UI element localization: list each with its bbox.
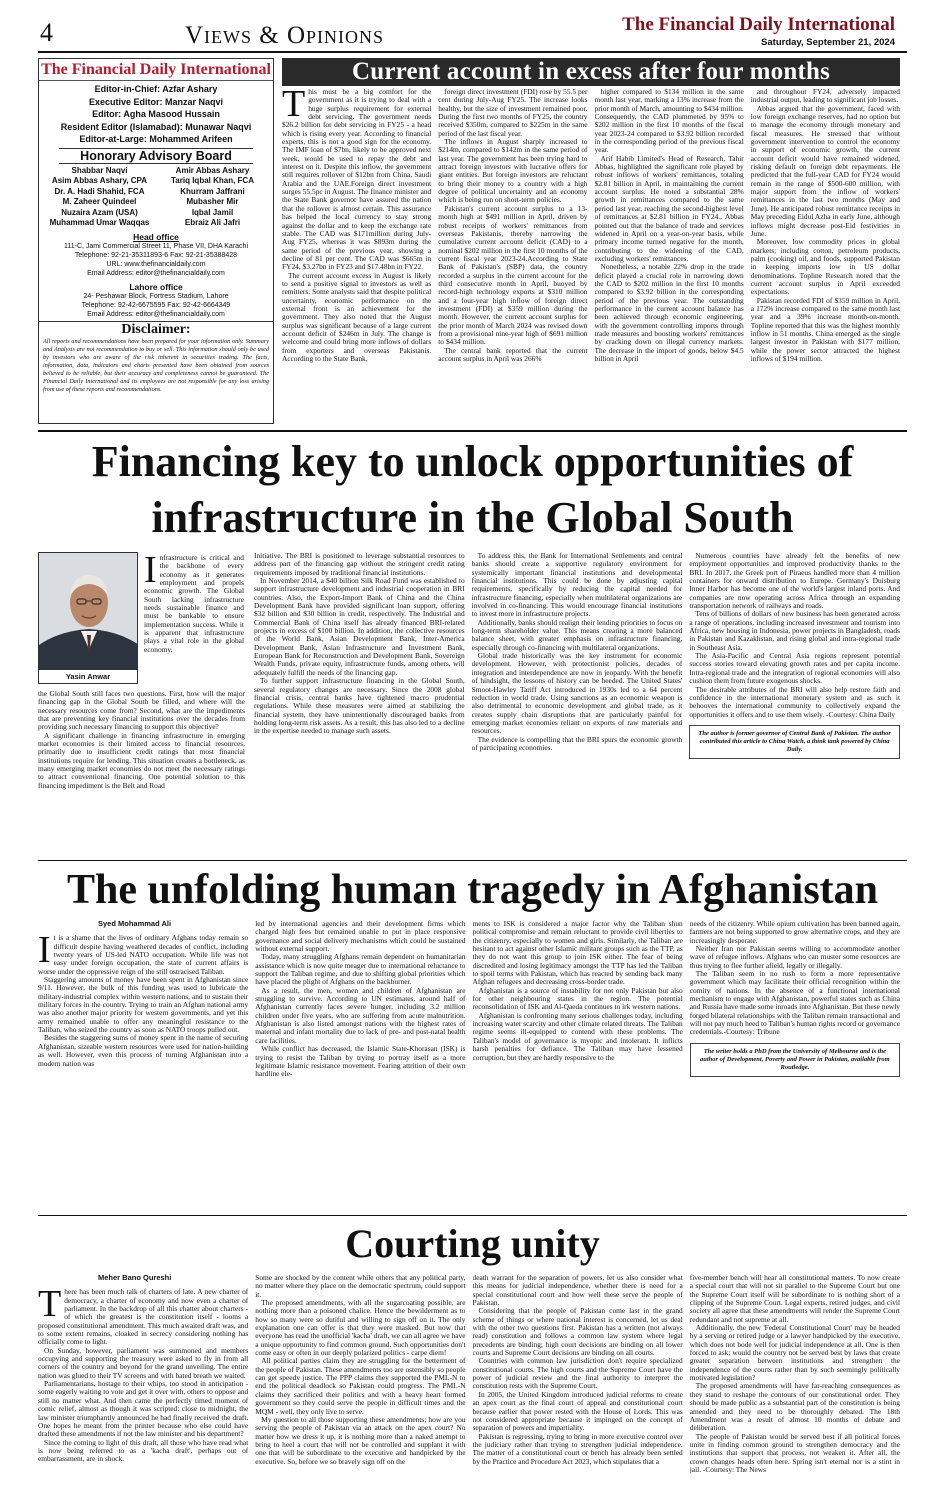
paragraph: To further support infrastructure financing in the Global South, several regulatory changes are necessary. Since the 2008 global financial crisis, central banks have tightened macro prudential regulations. While these measures were aimed at stabilizing the financial system, they have unintentionally discouraged banks from holding long-term risk assets. As a result, this has also led to a decline in the expertise needed to manage such assets. [254, 676, 465, 736]
paragraph: Infrastructure is critical and the backbone of every economy as it generates employment and propels economic growth. The Global South lacking infrastructure needs sustainable finance and must be bankable to ensure implementation success. While it is apparent that infrastructure plays a vital role in the global economy, [144, 554, 244, 654]
paragraph: Some are shocked by the content while others that any political party, no matter where they place on the democratic spectrum, could support it. [255, 1274, 466, 1299]
article-3-column [473, 920, 683, 1212]
paragraph: My question to all those supporting these amendments; how are you serving the people of Pakistan via an attack on the apex court? No matter how we dress it up, it is nothing more than a naked attempt to bring to heel a court that will not be controlled and supplant it with one that will be subordinate to the executive and handpicked by the executive. So, before we so bravely sign off on the [255, 1414, 466, 1466]
drop-cap: T [38, 1283, 62, 1326]
masthead-rule [38, 51, 907, 53]
article-3-headline[interactable]: The unfolding human tragedy in Afghanistan [66, 867, 879, 913]
advisory-board-left [43, 166, 156, 228]
paragraph: The people of Pakistan would be served best if all political forces unite in finding common ground to strengthen democracy and the institutions that support that process, not weaken it. After all, the crown changes heads often here. Spring isn't eternal nor is a stint in jail. -Courtesy: The News [689, 1431, 900, 1474]
staff-line: Editor-at-Large: Mohammed Arifeen [79, 134, 233, 145]
paragraph: In November 2014, a $40 billion Silk Road Fund was established to support infrastructure development and industrial cooperation in BRI countries. Also, the Export-Import Bank of China and the China Development Bank have provided significant loan support, offering $32 billion and $30 billion in credit, respectively. The Industrial and Commercial Bank of China itself has already financed BRI-related projects in excess of $100 billion. In addition, the collective resources of the World Bank, Asian Development Bank, Inter-America Development Bank, Asian Infrastructure and Investment Bank, European Bank for Reconstruction and Development Bank, Sovereign Wealth Funds, private equity, infrastructure funds, among others, will adequately fulfill the needs of the financing gap. [254, 576, 465, 677]
board-member: Khurram Jaffrani [180, 186, 245, 196]
paragraph: There has been much talk of charters of late. A new charter of democracy, a charter of economy and now even a charter of parliament. In the backdrop of all this chatter about charters - of which the greatest is the constitution itself - looms a proposed constitutional amendment. This much awaited draft was, and to some extent remains, cloaked in secrecy considering nothing has officially come to light. [38, 1283, 249, 1347]
paragraph: higher compared to $134 million in the same month last year, marking a 13% increase from the prior month of March, amounting to $434 million. Consequently, the CAD plummeted by 95% to $202 million in the first 10 months of the fiscal year 2023-24 compared to $3.92 billion recorded in the corresponding period of the previous fiscal year. [594, 88, 744, 155]
article-4-headline[interactable]: Courting unity [345, 1221, 600, 1266]
paragraph: While conflict has decreased, the Islamic State-Khorasan (ISK) is trying to resist the Taliban by trying to portray itself as a more legitimate Islamic resistance movement. Fearing attrition of their own hardline ele- [255, 1044, 466, 1079]
board-member: Dr. A. Hadi Shahid, FCA [54, 186, 145, 196]
paragraph: Additionally, banks should realign their lending priorities to focus on long-term shareholder value. This means creating a more balanced balance sheet, with greater emphasis on infrastructure financing, especially through co-financing with multilateral organizations. [471, 617, 683, 652]
page-number: 4 [40, 18, 53, 47]
paragraph: The Asia-Pacific and Central Asia regions represent potential success stories toward elevating growth rates and per capita income. Intra-regional trade and the integration of regional economies will also cushion them from future exogenous shocks. [689, 651, 901, 686]
article-1-column [282, 88, 431, 426]
paragraph: A significant challenge in financing infrastructure in emerging market economies is their limited access to financial resources, primarily due to insufficient credit ratings that most financial institutions require for lending. This situation creates a bottleneck, as many emerging market economies do not meet the necessary ratings to attract conventional financing. One potential solution to this financing impediment is the Belt and Road [38, 730, 245, 790]
head-office-title: Head office [133, 232, 179, 243]
section-title: Views & Opinions [185, 22, 385, 49]
paragraph: The central bank reported that the current account surplus in April was 266% [438, 345, 588, 363]
author-photo [38, 552, 138, 684]
paragraph: ments to ISK is considered a major factor why the Taliban shun political compromise and remain reluctant to provide civil liberties to the citizenry, especially to women and girls. Similarly, the Taliban are hesitant to act against other Islamic militant groups such as the TTP, as they do not want this group to join ISK either. The fear of being discredited and losing legitimacy amongst the TTP has led the Taliban to spoil terms with Pakistan, which has reacted by sending back many Afghan refugees and decreasing cross-border trade. [472, 920, 683, 987]
article-2-column [144, 554, 244, 654]
article-2-column [472, 552, 683, 852]
paragraph: Staggering amounts of money have been spent in Afghanistan since 9/11. However, the bulk of this funding was used to lubricate the military-industrial complex within western nations, and to sustain their military forces in the country. Trying to train an Afghan national army was also another major priority for western governments, and yet this army remained unable to offer any meaningful resistance to the Taliban, who seized the country as soon as NATO troops pulled out. [38, 975, 249, 1035]
author-credit-box: The author is former governor of Central Bank of Pakistan. The author contributed this article to China Watch, a think tank powered by China Daily. [689, 725, 900, 759]
article-2-column [254, 552, 465, 852]
paragraph: Tens of billions of dollars of new business has been generated across a range of operations, including increased investment and tourism into Africa, new housing in Indonesia, power projects in Bangladesh, roads in Pakistan and Kazakhstan, and rising global and intra-regional trade in Southeast Asia. [689, 609, 901, 652]
board-member: Muhammad Umar Waqqas [49, 218, 150, 227]
article-4-column [38, 1274, 248, 1480]
lahore-office-phone: Telephone: 92-42-6675595 Fax: 92-42-6664349 [81, 302, 231, 310]
board-member: Iqbal Jamil [191, 207, 234, 217]
drop-cap: T [282, 88, 306, 125]
article-3-column [255, 920, 465, 1212]
paragraph: and throughout FY24, adversely impacted industrial output, leading to significant job losses. [750, 88, 900, 105]
board-member: Ebraiz Ali Jafri [184, 218, 241, 227]
paragraph: This must be a big comfort for the government as it is trying to deal with a huge surplus requirement for external debt servicing. The government needs $26.2 billion for debt servicing in FY25 - a head which is rising every year. According to financial experts, this is not a good sign for the economy. The IMF loan of $7bn, likely to be approved next week, would be used to repay the debt and interest on it. Despite this inflow, the government still requires rollover of $12bn from China, Saudi Arabia and the UAE.Foreign direct investment surges 55.5pc in August. The finance minister and the State Bank governor have assured the nation that the rollover is almost certain. This assurance has helped the local currency to stay strong against the dollar and to keep the exchange rate stable. The CAD was $171million during July-Aug FY25, whereas it was $893m during the same period of the previous year, showing a decline of 81 per cent. The CAD was $665m in FY24, $3.27bn in FY23 and $17.48bn in FY22. [282, 88, 432, 272]
board-member: Shabbar Naqvi [71, 165, 128, 175]
advisory-board [39, 166, 273, 228]
paragraph: needs of the citizenry. While opium cultivation has been banned again, farmers are not being supported to grow alternative crops, and they are increasingly desperate. [689, 920, 900, 945]
article-4-column [255, 1274, 465, 1480]
board-member: M. Zaheer Quindeel [62, 197, 137, 207]
paragraph: death warrant for the separation of powers, let us also consider what this means for judicial independence, whether there is need for a special constitutional court and how well these serve the people of Pakistan. [472, 1274, 683, 1308]
paragraph: led by international agencies and their development firms which charged high fees but remained unable to put in place responsive governance and social delivery mechanisms which could be sustained without external support. [255, 920, 466, 954]
article-4-column-text [38, 1283, 249, 1464]
article-2-column-text [689, 552, 900, 719]
paragraph: Besides the staggering sums of money spent in the name of securing Afghanistan, sizeable western resources were used for nation-building as well. However, even this process of turning Afghanistan into a modern nation was [38, 1033, 249, 1068]
article-2-headline[interactable]: Financing key to unlock opportunities of infrastructure in the Global South [91, 437, 854, 542]
paragraph: Numerous countries have already felt the benefits of new employment opportunities and improved productivity thanks to the BRI. In 2017, the Greek port of Piraeus handled more than 4 million containers for onward distribution to Europe. Germany's Duisburg Inner Harbor has become one of the world's largest inland ports. And companies are now operating across Africa through an expanding transportation network of railways and roads. [689, 552, 901, 611]
article-1-column [751, 88, 900, 426]
issue-date: Saturday, September 21, 2024 [761, 37, 895, 48]
article-4-column [690, 1274, 900, 1480]
article-2-column [689, 552, 900, 852]
article-4-body [38, 1274, 900, 1480]
advisory-board-right [156, 166, 269, 228]
head-office-address: 111-C, Jami Commercial Street 11, Phase VII, DHA Karachi [63, 243, 248, 251]
paragraph: Parliamentarians, hostage to their whips, too stood in anticipation - some eagerly waiting to vote and get it over with, others to oppose and still no matter what. And then came the perfectly timed moment of comic relief, almost as though it was scripted: close to midnight, the law minister triumphantly announced he had finally received the draft. One hopes he meant from the printer because who else could have drafted these amendments if not the law minister and his department? [38, 1379, 249, 1439]
paragraph: In 2005, the United Kingdom introduced judicial reforms to create an apex court as the final court of appeal and constitutional court because earlier that power rested with the House of Lords. This was not considered appropriate because it impinged on the concept of separation of powers and impartiality. [472, 1389, 683, 1433]
head-office-url[interactable]: URL: www.thefinancialdaily.com [106, 261, 206, 269]
paper-name: The Financial Daily International [622, 14, 895, 35]
paragraph: five-member bench will hear all constitutional matters. To now create a special court that will not sit parallel to the Supreme Court but one the Supreme Court itself will be subordinate to is nothing short of a clipping of the Supreme Court. Legal experts, retired judges, and civil society all agree that these amendments will render the Supreme Court redundant and not supreme at all. [689, 1274, 900, 1324]
staff-line: Editor-in-Chief: Azfar Ashary [94, 84, 218, 94]
author-portrait-image [39, 553, 138, 671]
paragraph: Considering that the people of Pakistan come last in the grand scheme of things or where national interest is concerned, let us deal with the other two questions first. Pakistan has a written (not always read) constitution and follows a common law system where legal precedents are binding; high court decisions are binding on all lower courts and Supreme Court decisions are binding on all courts. [472, 1306, 683, 1358]
paragraph: foreign direct investment (FDI) rose by 55.5 per cent during July-Aug FY25. The increase looks healthy, but the size of investment remained poor. During the first two months of FY25, the country received $350m, compared to $225m in the same period of the last fiscal year. [438, 88, 588, 138]
disclaimer-text: All reports and recommendations have been prepared for your information only. Summary and Analysis are not recommendation to buy or sell. This information should only be used by investors who are aware of the risk inherent in securities trading. The facts, information, data, indicators and charts presented have been obtained from sources believed to be reliable, but their accuracy and completeness cannot be guaranteed. The Financial Daily International and its employees are not responsible for any loss arising from use of these reports and recommendations. [43, 338, 269, 394]
staff-line: Resident Editor (Islamabad): Munawar Naqvi [60, 121, 252, 132]
board-member: Nuzaira Azam (USA) [61, 207, 138, 217]
lahore-office-email[interactable]: Email Address: editor@thefinancialdaily.com [87, 311, 225, 319]
editorial-paper-name: The Financial Daily International [39, 59, 273, 81]
paragraph: As a result, the men, women and children of Afghanistan are struggling to survive. According to UN estimates, around half of Afghanistan currently faces severe hunger, including 3.2 million children under five years, who are suffering from acute malnutrition. Afghanistan is also listed amongst nations with the highest rates of maternal and infant mortality due to lack of pre- and post-natal health care facilities. [255, 985, 466, 1045]
lahore-office-address: 24- Peshawar Block, Fortress Stadium, Lahore [83, 293, 229, 301]
article-4-column [473, 1274, 683, 1480]
paragraph: Moreover, low commodity prices in global markets; including cotton, petroleum products, palm (cooking) oil, and foods, supported Pakistan in keeping imports low in US dollar denominations. Topline Research noted that the current account surplus in April exceeded expectations. [750, 237, 900, 297]
article-3-column-text [690, 920, 900, 1037]
paragraph: Countries with common law jurisdiction don't require specialized constitutional courts. The high courts and the Supreme Court have the power of judicial review and the final authority to interpret the constitution rests with the Supreme Court. [472, 1356, 683, 1391]
paragraph: Today, many struggling Afghans remain dependent on humanitarian assistance which is now quite meager due to international reluctance to support the Taliban regime, and due to shifting global priorities which have placed the plight of Afghans on the backburner. [255, 952, 466, 987]
author-credit-box: The writer holds a PhD from the University of Melbourne and is the author of Development, Poverty and Power in Pakistan, available from Routledge. [690, 1043, 900, 1077]
article-1-body [282, 88, 900, 426]
paragraph: Pakistan's current account surplus to a 13-month high at $491 million in April, driven by robust receipts of workers' remittances from overseas Pakistanis, thereby narrowing the cumulative current account deficit (CAD) to a nominal $202 million in the first 10 months of the current fiscal year 2023-24.According to State Bank of Pakistan's (SBP) data, the country recorded a surplus in the current account for the third consecutive month in April, buoyed by record-high technology exports at $310 million and a four-year high inflow of foreign direct investment (FDI) at $359 million during the month. However, the current account surplus for the prior month of March 2024 was revised down from a provisional nine-year high of $691 million to $434 million. [438, 203, 588, 347]
advisory-board-title: Honorary Advisory Board [59, 148, 253, 164]
paragraph: Arif Habib Limited's Head of Research, Tahir Abbas, highlighted the significant role played by robust inflows of workers' remittances, totaling $2.81 billion in April, in maintaining the current account surplus. He noted a substantial 28% growth in remittances compared to the same period last year, reaching the second-highest level of remittances at $2.81 billion in FY24., Abbas pointed out that the balance of trade and services widened in April on a year-on-year basis, while primary income turned negative for the month, contributing to the widening of the CAD, excluding workers' remittances. [594, 153, 744, 263]
paragraph: Since the coming to light of this draft, all those who have read what is now being referred to as a 'kacha draft', perhaps out of embarrassment, are in shock. [38, 1437, 249, 1464]
article-3-column [38, 920, 248, 1212]
paragraph: The proposed amendments will have far-reaching consequences as they stand to reshape the contours of our constitutional order. They should be made public as a substantial part of the constitution is being amended and they need to be thoroughly debated. The 18th Amendment was a result of almost 10 months of debate and deliberation. [689, 1381, 900, 1433]
article-4-byline: Meher Bano Qureshi [98, 1274, 172, 1282]
paragraph: Abbas argued that the government, faced with low foreign exchange reserves, had no option but to manage the economy through monetary and fiscal measures. He stressed that without government intervention to control the economy in support of economic growth, the current account deficit would have remained widened, risking default on foreign debt repayments. He predicted that the full-year CAD for FY24 would remain in the range of $500-600 million, with major support from the inflow of workers' remittances in the last two months (May and June). He anticipated robust remittance receipts in May preceding Eidul Azha in early June, although inflows might decrease post-Eid festivities in June. [750, 103, 900, 238]
staff-line: Executive Editor: Manzar Naqvi [88, 96, 224, 107]
staff-line: Editor: Agha Masood Hussain [92, 109, 220, 120]
editorial-box [38, 58, 274, 424]
paragraph: To address this, the Bank for International Settlements and central banks should create a supportive regulatory environment for systemically important financial institutions and developmental financial institutions. This could be done by adjusting capital requirements, specifically by reducing the capital needed for infrastructure financing, especially when multilateral organizations are involved in co-financing. This would encourage financial institutions to invest more in infrastructure projects. [471, 552, 683, 619]
paragraph: Pakistan recorded FDI of $359 million in April, a 172% increase compared to the same month last year and a 39% increase month-on-month. Topline reported that this was the highest monthly inflow in 51 months. China emerged as the single largest investor in Pakistan with $177 million, while the power sector attracted the highest inflows of $194 million. [750, 295, 900, 363]
head-office-email[interactable]: Email Address: editor@thefinancialdaily.com [87, 270, 225, 278]
paragraph: Pakistan is regressing, trying to bring in more executive control over the judiciary rather than trying to strengthen judicial independence. The matter of a constitutional court or bench has already been settled by the Practice and Procedure Act 2023, which stipulates that a [472, 1431, 683, 1466]
article-3-column [690, 920, 900, 1212]
disclaimer-title: Disclaimer: [39, 321, 273, 338]
article-3-column-text [38, 929, 249, 1068]
masthead [0, 0, 945, 52]
paragraph: Nonetheless, a notable 22% drop in the trade deficit played a crucial role in narrowing down the CAD to $202 million in the first 10 months compared to $3.92 billion in the corresponding period of the previous year. The outstanding performance in the current account balance has been achieved through economic engineering, with the government controlling imports through trade measures and boosting workers' remittances by cracking down on illegal currency markets. The decrease in the import of goods, below $4.5 billion in April [594, 262, 744, 363]
paragraph: It is a shame that the lives of ordinary Afghans today remain so difficult despite having weathered decades of conflict, including twenty years of US-led NATO occupation. While life was not easy under foreign occupation, the state of current affairs is worse under the oppressive reign of the still ostracised Taliban. [38, 929, 249, 976]
article-3-byline: Syed Mohammad Ali [98, 920, 172, 928]
paragraph: On Sunday, however, parliament was summoned and members occupying and supporting the treasury were asked to fly in from all corners of the country and beyond for the grand unveiling. The entire nation was glued to their TV screens and with bated breath we waited. [38, 1345, 249, 1380]
paragraph: All political parties claim they are struggling for the betterment of the people of Pakistan. These amendments too are ostensibly so people can get speedy justice. The PPP claims they supported the PML-N to end the political deadlock so Pakistan could progress. The PML-N claims they sacrificed their politics and with a heavy heart formed government so they could serve the people in difficult times and the MQM - well, they only live to serve. [255, 1356, 466, 1416]
author-photo-caption: Yasin Anwar [39, 669, 137, 683]
board-member: Tariq Iqbal Khan, FCA [171, 176, 254, 186]
paragraph: Additionally, the new 'Federal Constitutional Court' may be headed by a serving or retired judge or a lawyer handpicked by the executive, which does not bode well for judicial independence at all. One is then forced to ask; would the country not be served best by laws that create greater separation between institutions and strengthen the independence of the courts rather than by such seemingly politically motivated legislation? [689, 1323, 900, 1383]
paragraph: Afghanistan is a source of instability for not only Pakistan but also for other neighbouring states in the region. The potential reconsolidation of ISK and Al-Qaeda continues to irk western nations. [472, 985, 683, 1012]
board-member: Mubasher Mir [186, 197, 239, 207]
article-3-body [38, 920, 900, 1212]
head-office-phone: Telephone: 92-21-35311893-6 Fax: 92-21-35388428 [74, 252, 238, 260]
board-member: Asim Abbas Ashary, CPA [51, 176, 148, 186]
article-1-column [438, 88, 587, 426]
paragraph: The evidence is compelling that the BRI spurs the economic growth of participating economies. [471, 734, 683, 752]
paragraph: Afghanistan is confronting many serious challenges today, including increasing water scarcity and other climate related threats. The Taliban regime seems ill-equipped to contend with these problems. The Taliban's model of governance is myopic and intolerant. It inflicts harsh penalties for defiance. The Taliban may have lessened corruption, but they are hardly responsive to the [472, 1010, 683, 1062]
board-member: Amir Abbas Ashary [175, 165, 250, 175]
article-2-column [38, 690, 245, 790]
paragraph: Initiative. The BRI is positioned to leverage substantial resources to address part of the financing gap without the stringent credit rating requirements imposed by traditional financial institutions. [254, 552, 465, 577]
article-1-column [595, 88, 744, 426]
paragraph: The current account excess in August is likely to send a positive signal to investors as well as remitters. Some analysts said that despite political uncertainty, economic performance on the external front is an achievement for the government. They also noted that the August surplus was significant because of a large current account deficit of $246m in July. The change is welcome and could bring more inflows of dollars from exporters and overseas Pakistanis. According to the State Bank, [282, 270, 432, 363]
paragraph: The desirable attributes of the BRI will also help restore faith and confidence in the international monetary system and as such it behooves the international community to collectively expand the opportunities it offers and to use them wisely. -Courtesy: China Daily [689, 684, 901, 719]
paragraph: The inflows in August sharply increased to $214m, compared to $142m in the same period of last year. The government has been trying hard to attract foreign investors with lucrative offers for giant entities. But foreign investors are reluctant to bring their money to a country with a high degree of political uncertainty and an economy which is being run on short-term policies. [438, 137, 588, 205]
paragraph: the Global South still faces two questions. First, how will the major financing gap in the Global South be filled, and where will the necessary resources come from? Second, what are the impediments that are preventing key financial institutions over the decades from providing such necessary financing to support this objective? [38, 690, 245, 732]
paragraph: The proposed amendments, with all the sugarcoating possible, are nothing more than a poisoned chalice. Hence the bewilderment as to how so many were so dutiful and willing to sign off on it. The only explanation one can offer is that they were masked. But now that everyone has read the unofficial 'kacha' draft, we can all agree we have a unique opportunity to find common ground. Such opportunities don't come easy or often in our deeply polarized politics - carpe diem! [255, 1298, 466, 1358]
paragraph: The Taliban seem in no rush to form a more representative government which may facilitate their official recognition within the comity of nations. In the absence of a functional international mechanism to engage with Afghanistan, powerful states such as China and Russia have made some inroads into Afghanistan. But these newly forged bilateral relationships with the Taliban remain transactional and will not pay much heed to Taliban's human rights record or governance credentials.-Courtesy: Tribune [689, 969, 900, 1037]
article-2-body [254, 552, 900, 852]
lahore-office-title: Lahore office [129, 282, 183, 293]
drop-cap: I [144, 554, 157, 591]
section-rule [38, 430, 907, 432]
paragraph: Neither Iran nor Pakistan seems willing to accommodate another wave of refugee inflows. Afghans who can muster some resources are thus trying to flee further afield, legally or illegally. [689, 944, 900, 970]
paragraph: Global trade historically was the key instrument for economic development. However, with protectionist policies, decades of integration and interdependence are now in jeopardy. With the benefit of hindsight, the lessons of history can be heeded. The United States' Smoot-Hawley Tariff Act introduced in 1930s led to a 64 percent reduction in world trade. Using sanctions as an economic weapon is also detrimental to economic development and global trade, as it creates supply chain disruptions that are particularly painful for emerging market economies reliant on exports of raw materials and resources. [471, 651, 683, 736]
drop-cap: I [38, 929, 51, 972]
article-1-headline[interactable]: Current account in excess after four months [282, 58, 900, 86]
